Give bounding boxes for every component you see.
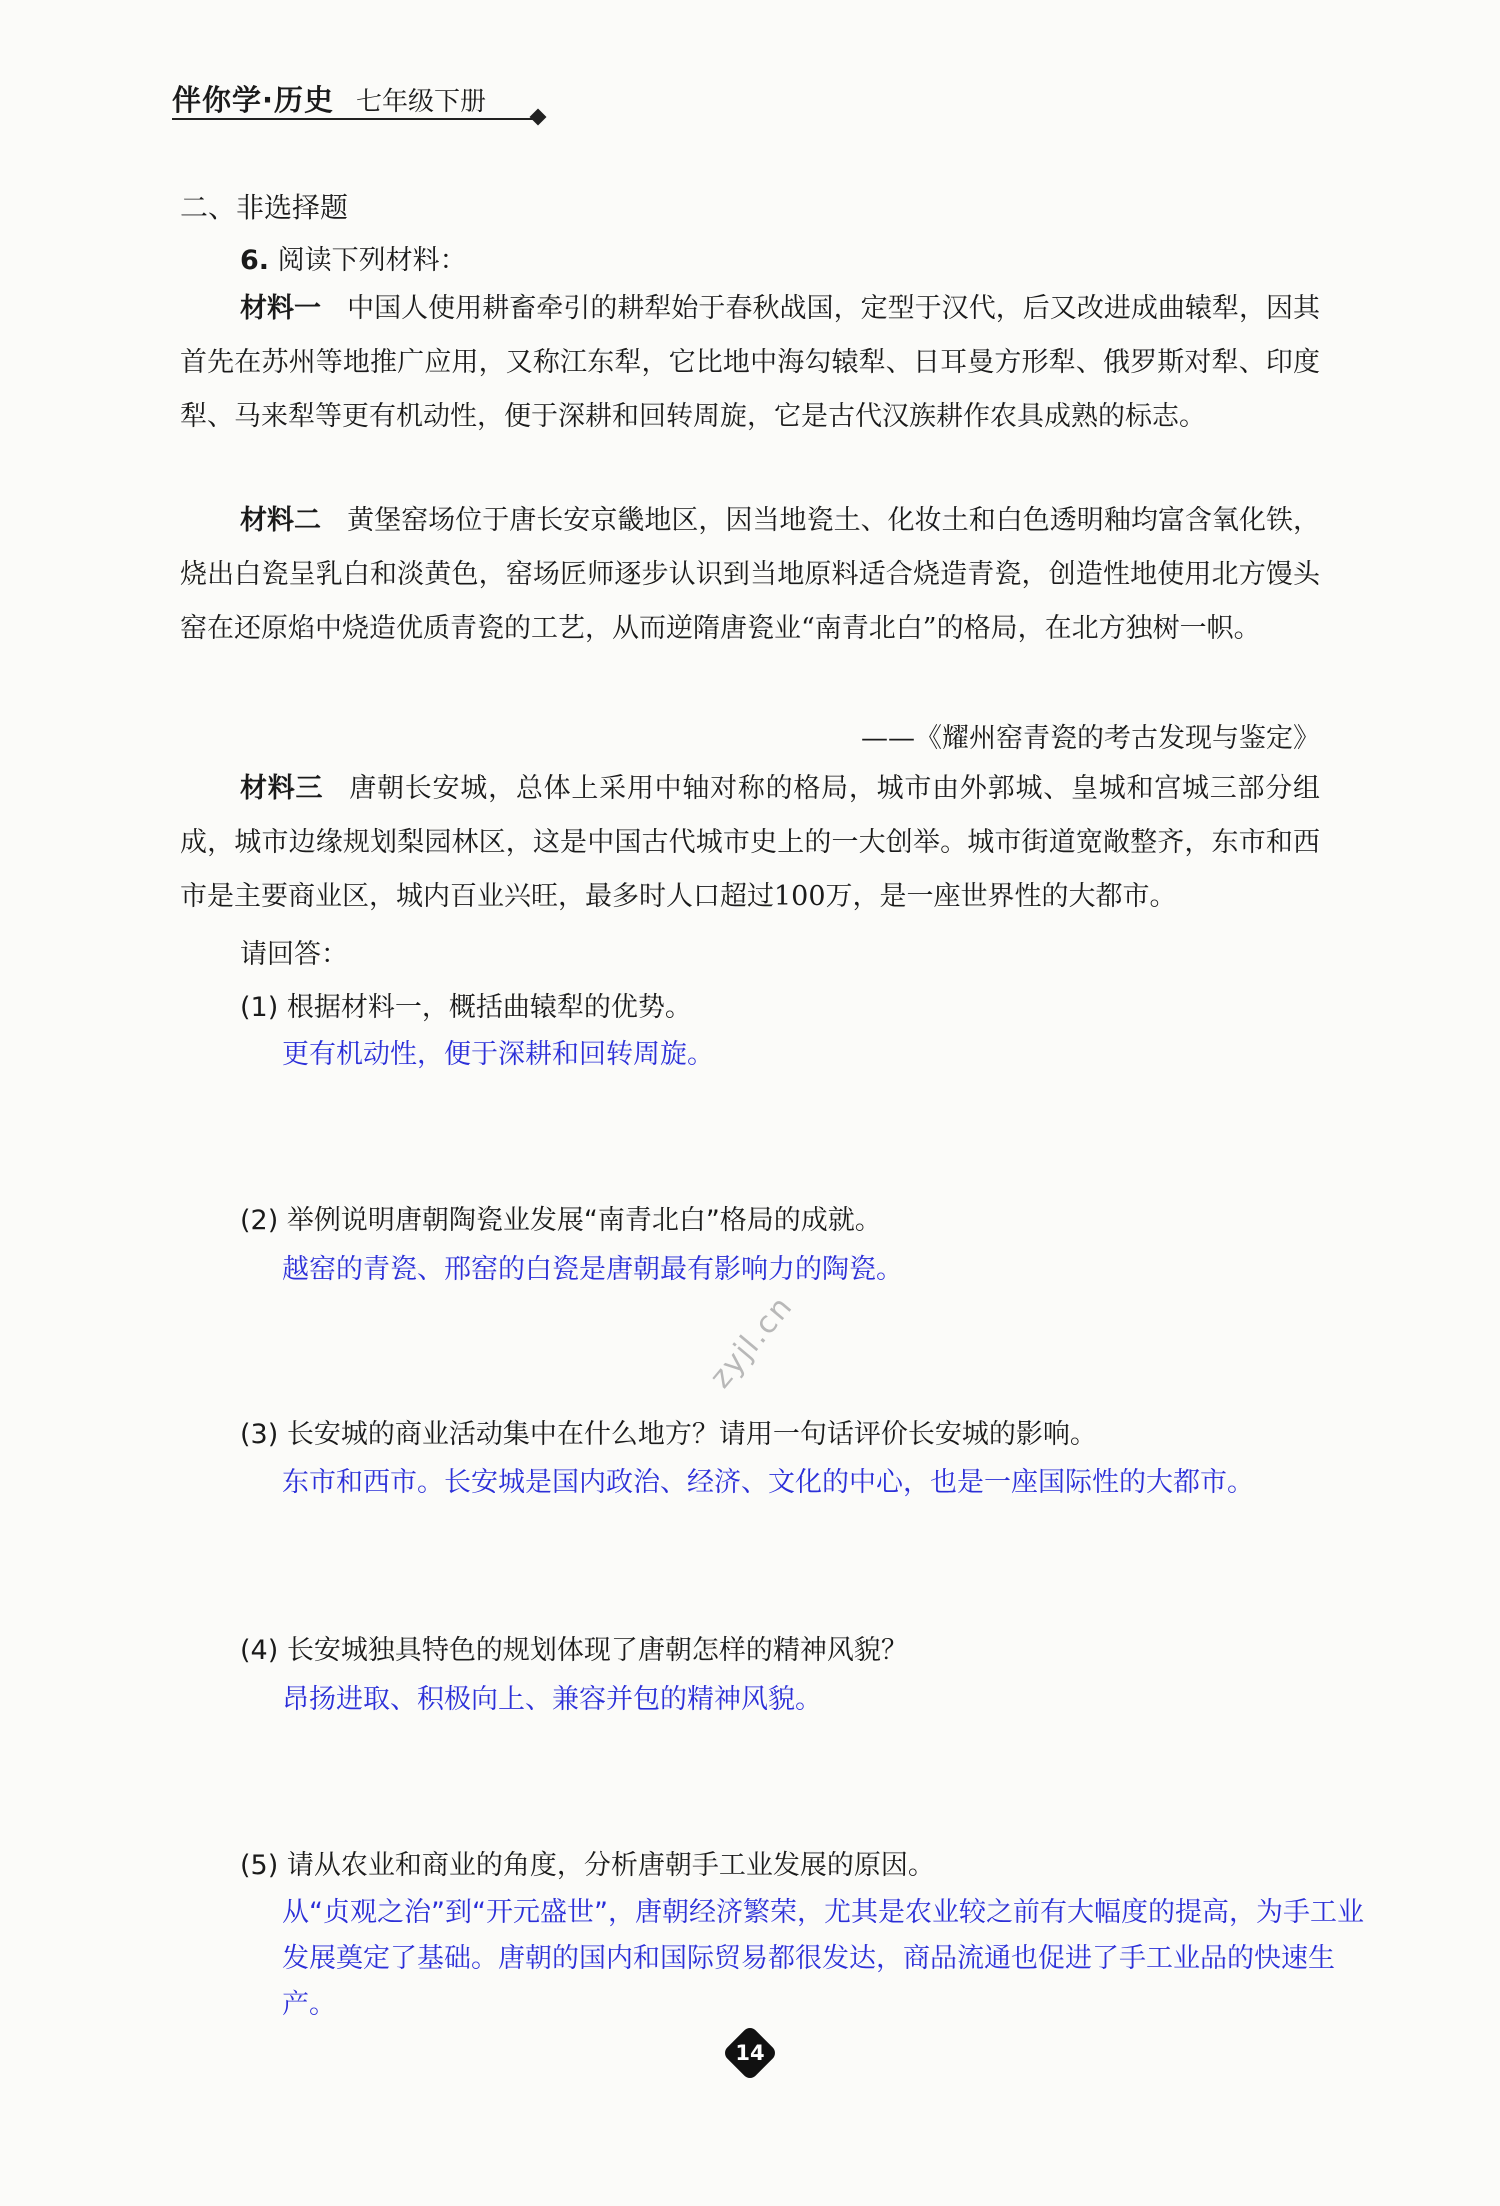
material-two — [180, 494, 1320, 656]
material-three — [180, 762, 1320, 924]
subquestion-5: (5) 请从农业和商业的角度，分析唐朝手工业发展的原因。 — [240, 1850, 935, 1881]
question-number: 6. — [240, 245, 270, 276]
material-text: 黄堡窑场位于唐长安京畿地区，因当地瓷土、化妆土和白色透明釉均富含氧化铁，烧出白瓷呈乳白和淡黄色，窑场匠师逐步认识到当地原料适合烧造青瓷，创造性地使用北方馒头窑在还原焰中烧造优质青瓷的工艺，从而逆隋唐瓷业“南青北白”的格局，在北方独树一帜。 — [180, 505, 1321, 644]
answer-3: 东市和西市。长安城是国内政治、经济、文化的中心，也是一座国际性的大都市。 — [282, 1467, 1254, 1498]
question-stem-text: 阅读下列材料： — [277, 245, 467, 276]
section-title: 二、非选择题 — [180, 191, 349, 224]
material-text: 中国人使用耕畜牵引的耕犁始于春秋战国，定型于汉代，后又改进成曲辕犁，因其首先在苏州等地推广应用，又称江东犁，它比地中海勾辕犁、日耳曼方形犁、俄罗斯对犁、印度犁、马来犁等更有机动性，便于深耕和回转周旋，它是古代汉族耕作农具成熟的标志。 — [180, 293, 1321, 432]
answer-prompt: 请回答： — [240, 939, 348, 970]
question-stem — [240, 238, 467, 277]
material-label: 材料二 — [240, 505, 322, 536]
header-rule — [172, 118, 540, 120]
answer-4: 昂扬进取、积极向上、兼容并包的精神风貌。 — [282, 1684, 822, 1715]
watermark: zyjl.cn — [703, 1288, 801, 1395]
subquestion-2: (2) 举例说明唐朝陶瓷业发展“南青北白”格局的成就。 — [240, 1205, 882, 1236]
page-number: 14 — [735, 2041, 765, 2065]
diamond-icon — [530, 109, 547, 126]
page-header — [172, 78, 486, 119]
answer-1: 更有机动性，便于深耕和回转周旋。 — [282, 1039, 714, 1070]
material-text: 唐朝长安城，总体上采用中轴对称的格局，城市由外郭城、皇城和宫城三部分组成，城市边缘规划梨园林区，这是中国古代城市史上的一大创举。城市街道宽敞整齐，东市和西市是主要商业区，城内百业兴旺，最多时人口超过100万，是一座世界性的大都市。 — [180, 773, 1321, 912]
material-label: 材料三 — [240, 773, 324, 804]
material-source: ——《耀州窑青瓷的考古发现与鉴定》 — [861, 723, 1320, 754]
material-label: 材料一 — [240, 293, 322, 324]
subquestion-3: (3) 长安城的商业活动集中在什么地方？请用一句话评价长安城的影响。 — [240, 1419, 1097, 1450]
subquestion-1: (1) 根据材料一，概括曲辕犁的优势。 — [240, 992, 692, 1023]
answer-5: 从“贞观之治”到“开元盛世”，唐朝经济繁荣，尤其是农业较之前有大幅度的提高，为手工业发展奠定了基础。唐朝的国内和国际贸易都很发达，商品流通也促进了手工业品的快速生产。 — [282, 1897, 1364, 2020]
material-one — [180, 282, 1320, 444]
page-number-badge — [722, 2025, 778, 2081]
book-grade: 七年级下册 — [356, 87, 487, 117]
answer-2: 越窑的青瓷、邢窑的白瓷是唐朝最有影响力的陶瓷。 — [282, 1254, 903, 1285]
book-brand: 伴你学·历史 — [172, 83, 335, 117]
subquestion-4: (4) 长安城独具特色的规划体现了唐朝怎样的精神风貌？ — [240, 1635, 908, 1666]
